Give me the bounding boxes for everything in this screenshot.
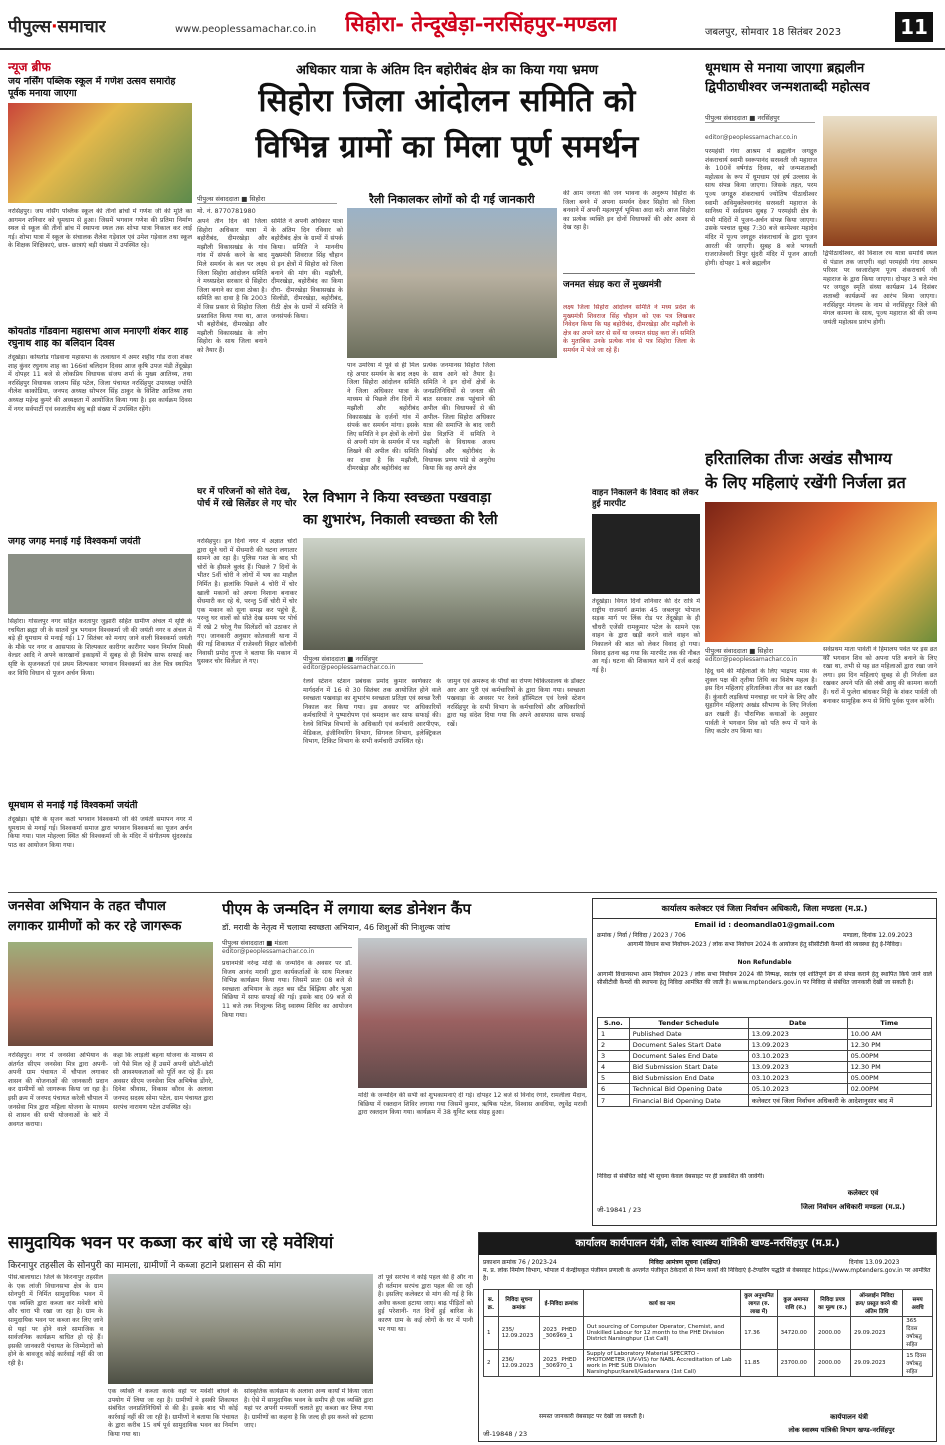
- tender2-cell: Supply of Laboratory Material SPECRTO -PHOTOMETER (UV-VIS) for NABL Accreditation of Lab work in PHE SUB Division Narsinghpur/kareli/Gadarwara (1st Call): [583, 1350, 741, 1377]
- brief-body-1: नरसिंहपुर। जय नर्सिंग पब्लिक स्कूल की तीनों ब्रांचों में गणेश जी की मूर्ति का आगमन शनिवार को धूमधाम से हुआ। जिसमें भगवान गणेश की प्रतिमा निर्माण स्थल से स्कूल की तीनों ब्रांच में स्थापना स्थल तक शोभा यात्रा निकाल कर लाई गई। शोभा यात्रा में स्कूल के संचालक शैलेश गड़ेवाल एवं उमेश गड़ेवाल तथा स्कूल के शिक्षक शिक्षिकाएं, छात्र- छात्राएं बड़ी संख्या में उपस्थित रहे।: [8, 208, 192, 250]
- tender-notice-mandla: [592, 898, 937, 1226]
- tender1-row: [598, 1051, 932, 1062]
- community-body-3: सांस्कृतिक कार्यक्रम के अलावा अन्य कार्यों में किया जाता है। ऐसे में सामुदायिक भवन के समीप ही एक व्यक्ति द्वारा यहां पर अपनी मनमर्जी चलाते हुए कब्जा कर लिया गया है। ग्रामीणों का कहना है कि जल्द ही इस कब्जे को हटाया जाए।: [244, 1388, 373, 1430]
- lead-col-5: की आम जनता की जन भावना के अनुरूप सिहोरा के जिला बनने में अपना समर्थन देकर सिहोरा को जिला बनवाने में अपनी महत्वपूर्ण भूमिका अदा करें। आज सिहोरा का प्रत्येक व्यक्ति इन दोनों विधायकों की ओर आशा से देख रहा है।: [563, 190, 695, 232]
- tender2-row: [484, 1317, 933, 1350]
- community-body-1: पीसं.बालाघाट। जिले के किरनापुर तहसील के एक लांजी विधानसभा क्षेत्र के ग्राम सोनपुरी में निर्मित सामुदायिक भवन में एक व्यक्ति द्वारा कब्जा कर मवेशी बांधे और चारा भी रखा जा रहा है। ग्राम के सामुदायिक भवन पर कब्जा कर लिए जाने से यहां पर होने वाले सामाजिक व सार्वजनिक कार्यक्रम बाधित हो रहे हैं। इसकी जानकारी पंचायत के जिम्मेदारों को होने के बावजूद कोई कार्रवाई नहीं की जा रही है।: [8, 1274, 103, 1367]
- tender1-cell: 6: [598, 1084, 630, 1095]
- tender2-header-cell: कुल अनुमानित लागत (रु. लाख में): [741, 1290, 777, 1317]
- tender1-cell: 05.00PM: [847, 1051, 931, 1062]
- lead-col-4: प्रत्येक जनमानस सिहोरा जिला के साथ आने को तैयार है। समिति ने इन दोनों क्षेत्रों के जनप्रतिनिधियों से जनता की बात सरकार तक पहुंचाने की अपील की। विधायकों से की अपील- जिला सिहोरा अधिकार यात्रा की समाप्ति के बाद जारी प्रेस विज्ञप्ति में समिति ने मझौली के विधायक अजय विश्नोई और बहोरीबंद के विधायक प्रणय पांडे से अनुरोध किया कि वह अपने क्षेत्र: [423, 362, 495, 473]
- tender1-row: [598, 1084, 932, 1095]
- chaupal-story: [8, 898, 213, 1226]
- brief-headline-3: जगह जगह मनाई गई विश्वकर्मा जयंती: [8, 536, 141, 547]
- col-date: Date: [748, 1018, 847, 1029]
- chaupal-photo: [8, 942, 213, 1046]
- swami-photo: [823, 116, 937, 246]
- brahmaleen-body-2: द्विपीठाधीश्वर, की विशाल रथ यात्रा समाधि स्थल से पंडाल तक जाएगी। वहां परमहंसी गंगा आश्रम परिसर पर ध्वजारोहण पूज्य शंकराचार्य जी महाराज के द्वारा किया जाएगा। दोपहर 3 बजे मंच पर जगद्गुरु स्मृति संध्या कार्यक्रम 14 दिसंबर शताब्दी कार्यक्रमों का आरंभ किया जाएगा। नरसिंहपुर मंगलम के नाम से नरसिंहपुर जिले की मंगल कामना के साथ, पूज्य महाराज श्री की जन्म जयंती महोत्सव प्रारंभ होगी।: [823, 250, 937, 326]
- tender2-cell: 23700.00: [777, 1350, 814, 1377]
- col-time: Time: [847, 1018, 931, 1029]
- tender2-cell: 365 दिवस वर्षाऋतु सहित: [903, 1317, 933, 1350]
- tender1-row: [598, 1073, 932, 1084]
- lead-story: [197, 58, 697, 478]
- brief-headline-4: धूमधाम से मनाई गई विश्वकर्मा जयंती: [8, 800, 138, 811]
- tender1-cell: Technical Bid Opening Date: [629, 1084, 748, 1095]
- news-brief-column: [8, 58, 192, 938]
- sidebox-headline: जनमत संग्रह करा लें मुख्यमंत्री: [563, 280, 662, 290]
- rally-photo: [347, 208, 557, 358]
- tender2-cell: 2000.00: [815, 1350, 851, 1377]
- rail-photo: [303, 538, 585, 650]
- lead-subhead: रैली निकालकर लोगों को दी गई जानकारी: [369, 193, 535, 206]
- tender1-cell: 10.00 AM: [847, 1029, 931, 1040]
- tender2-intro: म. प्र. लोक निर्माण विभाग, भोपाल में केन्द्रीयकृत पंजीयन प्रणाली के अन्तर्गत पंजीकृत ठेकेदारों से निम्न कार्यों की निविदाएं ई-टेण्डरिंग पद्धति से वेबसाइट https://www.mptenders.gov.in पर आमंत्रित है।: [483, 1267, 931, 1282]
- cattle-photo: [108, 1274, 373, 1384]
- dispute-headline: वाहन निकालने के विवाद को लेकर हुई मारपीट: [592, 488, 699, 509]
- tender2-footer: समस्त जानकारी वेबसाइट पर देखी जा सकती है।: [539, 1413, 645, 1420]
- tender1-email: Email id : deomandla01@gmail.com: [694, 921, 835, 929]
- col-schedule: Tender Schedule: [629, 1018, 748, 1029]
- rail-headline-2: का शुभारंभ, निकाली स्वच्छता की रैली: [303, 512, 498, 528]
- community-subhead: किरनापुर तहसील के सोनपुरी का मामला, ग्रामीणों ने कब्जा हटाने प्रशासन से की मांग: [8, 1261, 282, 1271]
- tender2-cell: 2023_ PHED _306970_1: [539, 1350, 583, 1377]
- tender1-cell: Bid Submission Start Date: [629, 1062, 748, 1073]
- dispute-illustration: [592, 514, 700, 594]
- blood-camp-body-2: मोदी के जन्मदिन की सभी को शुभकामनाएं दी गई। दोपहर 12 बजे से विनोद रंगारे, रामलीला मैदान, बिछिया में रक्तदान शिविर लगाया गया जिसमें कुमार, ऋषिक पटेल, विश्वास अवधिया, रघुवेंद्र मरावी द्वारा रक्तदान किया गया। कार्यक्रम में 38 यूनिट ब्लड संग्रह हुआ।: [358, 1092, 587, 1117]
- rail-body-1: रेलवे स्टेशन स्टेशन प्रबंधक प्रमोद कुमार स्वर्णकार के मार्गदर्शन में 16 से 30 सितंबर तक आयोजित होने वाले स्वच्छता पखवाड़ा का शुभारंभ स्वच्छता प्रतिज्ञा एवं स्वच्छ रैली निकाल कर किया गया। इस अवसर पर अधिकारियों कर्मचारियों ने पुष्पारोपण एवं श्रमदान कर साफ सफाई की। रेलवे विभिन्न विभागों के अधिकारी एवं कर्मचारी आरपीएफ, मेडिकल, इंजीनियरिंग विभाग, सिगनल विभाग, इलेक्ट्रिकल विभाग, टिकिट विभाग के सभी कर्मचारी उपस्थित रहे।: [303, 678, 441, 746]
- tender2-header-cell: स. क्र.: [484, 1290, 499, 1317]
- lead-byline: पीपुल्स संवाददाता ■ सिहोरा: [197, 194, 337, 204]
- teej-byline: पीपुल्स संवाददाता ■ सिहोरा: [705, 646, 830, 656]
- tender2-cell: 29.09.2023: [850, 1317, 902, 1350]
- brief-body-4: तेंदूखेड़ा। सृष्टि के सृजन कर्ता भगवान विश्वकर्मा जी की जयंती समापन नगर में धूमधाम से मनाई गई। विश्वकर्मा समाज द्वारा भगवान विश्वकर्मा का पूजन अर्चन किया गया। पाल मोहल्ला स्थित श्री विश्वकर्मा जी के मंदिर में संगीतमय सुंदरकांड पाठ का आयोजन किया गया।: [8, 816, 192, 849]
- tender1-intro: आगामी विधानसभा आम निर्वाचन 2023 / लोक सभा निर्वाचन 2024 की निष्पक्ष, स्वतंत्र एवं शांतिपूर्ण ढंग से संपन्न कराने हेतु स्थापित किये जाने वाले सीसीटीवी कैमरों की स्थापना हेतु निविदा आमंत्रित की जाती है। www.mptenders.gov.in पर निविदा से संबंधित जानकारी देखी जा सकती है।: [597, 971, 932, 986]
- tender1-sign-2: जिला निर्वाचन अधिकारी मण्डला (म.प्र.): [800, 1203, 906, 1211]
- page-number: 11: [895, 12, 933, 42]
- lead-col-2: समिति ने अपनी अधिकार यात्रा के अंतिम दिन रविवार को बहोरीबंद क्षेत्र के ग्रामों में संपर्क किया। समिति ने माननीय मुख्यमंत्री शिवराज सिंह चौहान से इन क्षेत्रों में सिहोरा को जिला बनाने की मांग की। मझौली, दीमरखेड़ा, बहोरीबंद का किया दौरा- दीमरखेड़ा विकासखंड के सिलोंडी, दीमरखेड़ा, बहोरीबंद, रीठी क्षेत्र के ग्रामों में समिति ने जनसंपर्क किया।: [271, 218, 343, 320]
- brief-body-2: तेंदूखेड़ा। कोयतोड गोंडवाना महासभा के तत्वाधान में अमर शहीद गोंड राजा शंकर शाह कुंवर रघुनाथ शाह का 166वां बलिदान दिवस आज कृषि उपज मंडी तेंदूखेड़ा में दोपहर 11 बजे से लोकप्रिय विधायक संजय शर्मा के मुख्य आतिथ्य, तथा नरसिंहपुर विधायक जालम सिंह पटेल, जिला पंचायत नरसिंहपुर उपाध्यक्ष ज्योति नीलेश काकोडिया, जनपद अध्यक्ष सोभरन सिंह ठाकुर के विशिष्ट आतिथ्य तथा अध्यक्ष महेन्द्र कुमरे की अध्यक्षता में आयोजित किया गया है। इस कार्यक्रम दिवस में नगर सर्वपार्टी एवं स्वजातीय बंधु बड़ी संख्या में उपस्थित रहेंगे।: [8, 354, 192, 413]
- tender-notice-phe: [478, 1232, 937, 1442]
- brahmaleen-story: [705, 58, 937, 458]
- tender1-cell: 5: [598, 1073, 630, 1084]
- teej-headline-1: हरितालिका तीजः अखंड सौभाग्य: [705, 449, 892, 468]
- tender1-cell: 2: [598, 1040, 630, 1051]
- tender1-cell: 12.30 PM: [847, 1062, 931, 1073]
- tender2-cell: 2000.00: [815, 1317, 851, 1350]
- tender1-cell: Financial Bid Opening Date: [629, 1095, 748, 1107]
- tender1-title: कार्यालय कलेक्टर एवं जिला निर्वाचन अधिकारी, जिला मण्डला (म.प्र.): [593, 899, 936, 919]
- teej-photo: [705, 502, 937, 642]
- community-hall-story: [8, 1232, 473, 1442]
- tender2-cell: 1: [484, 1317, 499, 1350]
- brief-headline-1: जय नर्सिंग पब्लिक स्कूल में गणेश उत्सव समारोह पूर्वक मनाया जाएगा: [8, 76, 176, 99]
- community-body-4: तो पूर्व सरपंच ने कोई पहल की है और ना ही वर्तमान सरपंच द्वारा पहल की जा रही है। इसलिए कलेक्टर से मांग की गई है कि अवैध कब्जा हटाया जाए। बाढ़ पीड़ितों को हुई परेशानी- गत दिनों हुई बारिश के कारण ग्राम के कई लोगों के घर में पानी भर गया था।: [378, 1274, 473, 1333]
- blood-camp-photo: [358, 938, 587, 1088]
- brief-headline-2: कोयतोड गोंडवाना महासभा आज मनाएगी शंकर शाह रघुनाथ शाह का बलिदान दिवस: [8, 326, 189, 349]
- teej-body-1: हिंदू धर्म की महिलाओं के लिए भाद्रपद मास के शुक्ल पक्ष की तृतीया तिथि का विशेष महत्व है। इस दिन महिलाएं हरितालिका तीज का व्रत रखती हैं। कुंवारी लड़कियां मनचाहा वर पाने के लिए और सुहागिन महिलाएं अखंड सौभाग्य के लिए निर्जला व्रत रखती हैं। पौराणिक कथाओं के अनुसार पार्वती ने भगवान शिव को पति रूप में पाने के लिए कठोर तप किया था।: [705, 668, 817, 736]
- teej-story: [705, 448, 937, 888]
- tender2-header-cell: कार्य का नाम: [583, 1290, 741, 1317]
- tender2-ref: प्रकाशन क्रमांक 76 / 2023-24: [483, 1259, 557, 1266]
- tender2-header-cell: कुल अमानत राशि (रु.): [777, 1290, 814, 1317]
- tender1-cell: 03.10.2023: [748, 1051, 847, 1062]
- lead-title-line2: विभिन्न ग्रामों का मिला पूर्ण समर्थन: [255, 129, 639, 165]
- lead-sidebox: [563, 273, 695, 478]
- tender1-ref: क्रमांक / निर्वा / निविदा / 2023 / 706: [597, 932, 686, 939]
- theft-story: [197, 486, 297, 888]
- brief-body-3: सिहोरा। गोसलपुर नगर सहित करतापुर जुझारी सहित ग्रामीण अंचल में सृष्टि के रचयिता ब्रह्मा जी के सातवें पुत्र भगवान विश्वकर्मा जी की जयंती नगर व अंचल में बड़े ही धूमधाम से मनाई गई। 17 सितंबर को मनाए जाने वाली विश्वकर्मा जयंती के मौके पर नगर व आसपास के शिल्पकार कारीगर कारीगर भवन निर्माण मिस्त्री वेल्डर आदि ने अपने कारखानों इकाइयों में सुबह से ही विशेष साफ सफाई कर सृष्टि के सृजनकर्ता एवं प्रथम शिल्पकार भगवान विश्वकर्मा का तेल चित्र स्थापित कर विधि विधान से पूजन अर्चन किया।: [8, 618, 192, 677]
- blood-camp-subhead: डॉ. मरावी के नेतृत्व में चलाया स्वच्छता अभियान, 46 शिशुओं की निःशुल्क जांच: [222, 923, 451, 932]
- tender2-cell: 17.36: [741, 1317, 777, 1350]
- tender2-code: जी-19848 / 23: [483, 1430, 528, 1438]
- tender2-cell: Out sourcing of Computer Operator, Chemist, and Unskilled Labour for 12 month to the PHE Division District Narsinghpur (1st Call): [583, 1317, 741, 1350]
- tender1-row: [598, 1095, 932, 1107]
- masthead: [0, 0, 945, 50]
- tender1-cell: 13.09.2023: [748, 1029, 847, 1040]
- tender1-cell: 05.00PM: [847, 1073, 931, 1084]
- tender1-date: मण्डला, दिनांक 12.09.2023: [843, 932, 913, 939]
- lead-mobile: मो. नं. 8770781980: [197, 207, 256, 215]
- tender2-date: दिनांक 13.09.2023: [849, 1259, 900, 1266]
- newspaper-logo: पीपुल्स·समाचार: [8, 17, 106, 37]
- lead-col-3: पान उमरिया में पूर्व से ही मिल रहे अपार समर्थन के बाद लक्ष्य जिला सिहोरा आंदोलन समिति ने जिला अधिकार यात्रा के माध्यम से पिछले तीन दिनों में मझौली और बहोरीबंद विकासखंड के दर्जनों गांव में संपर्क कर समर्थन मांगा। इसके लिए समिति ने इन क्षेत्रों के लोगों से अपनी मांग के समर्थन में पत्र लिखने की अपील की। समिति का दावा है कि मझौली, दीमरखेड़ा और बहोरीबंद का: [347, 362, 419, 473]
- tender1-footer: निविदा से संबंधित कोई भी सूचना केवल वेबसाइट पर ही प्रकाशित की जावेगी।: [597, 1173, 765, 1180]
- page-title: सिहोरा- तेन्दूखेड़ा-नरसिंहपुर-मण्डला: [345, 12, 618, 36]
- brahmaleen-body-1: परमहंसी गंगा आश्रम में ब्रह्मलीन जगद्गुरु शंकराचार्य स्वामी स्वरूपानंद सरस्वती जी महाराज के 100वें वर्षगांठ दिवस, को जन्मशताब्दी महोत्सव के रूप में धूमधाम एवं हर्ष उल्लास के साथ संपन्न किया जाएगा। जिसके तहत, परम पूज्य जगद्गुरु शंकराचार्य ज्योतिष पीठाधीश्वर स्वामी अविमुक्तेश्वरानंद सरस्वती महाराज के सानिध्य में सर्वप्रथम सुबह 7 परमहंसी क्षेत्र के सभी मंदिरों में पूजन-अर्चन संपन्न किया जाएगा। उसके पश्चात सुबह 7:30 बजे कामेश्वर महादेव मंदिर में पूज्य जगद्गुरु शंकराचार्य के द्वारा पूजन आरती की जाएगी। सुबह 8 बजे भगवती राजराजेश्वरी त्रिपुर सुंदरी मंदिर में पूजन आरती होगी। दोपहर 1 बजे ब्रह्मलीन: [705, 148, 817, 267]
- brahmaleen-email: editor@peoplessamachar.co.in: [705, 134, 798, 141]
- col-sno: S.no.: [598, 1018, 630, 1029]
- website-url: www.peoplessamachar.co.in: [175, 24, 317, 35]
- tender1-cell: 12.30 PM: [847, 1040, 931, 1051]
- chaupal-body-2: कहा कि लाड़ली बहना योजना के माध्यम से जो पैसे मिल रहे हैं उसमें अपनी छोटी-छोटी सी आवश्यकताओं को पूर्ति कर रहे हैं। इस अवसर सीएम जनसेवा मित्र अभिषेक डोंगरे, दिनेश श्रीवास, विकास कौरव के अलावा जनपद सदस्य सोमा पटेल, ग्राम पंचायत द्वारा सरपंच नारायण पटेल उपस्थित रहे।: [113, 1052, 213, 1111]
- tender2-cell: 235/ 12.09.2023: [498, 1317, 539, 1350]
- issue-date: जबलपुर, सोमवार 18 सितंबर 2023: [705, 27, 842, 38]
- brief-photo-1: [8, 103, 192, 203]
- blood-camp-body-1: प्रधानमंत्री नरेन्द्र मोदी के जन्मदिन के अवसर पर डॉ. विजय आनंद मरावी द्वारा कार्यकर्ताओं के साथ मिलकर विभिन्न कार्यक्रम किया गया। जिसमें प्रातः 08 बजे से स्वच्छता अभियान के तहत बस स्टैंड बिंझिया और भुआ बिछिया में साफ सफाई की गई। इसके बाद 09 बजे से 11 बजे तक निःशुल्क शिशु स्वास्थ्य शिविर का आयोजन किया गया।: [222, 960, 352, 1019]
- tender1-cell: 7: [598, 1095, 630, 1107]
- chaupal-headline-2: लगाकर ग्रामीणों को कर रहे जागरूक: [8, 919, 182, 934]
- tender1-cell: 02.00PM: [847, 1084, 931, 1095]
- teej-headline-2: के लिए महिलाएं रखेंगी निर्जला व्रत: [705, 473, 906, 492]
- blood-camp-byline: पीपुल्स संवाददाता ■ मंडला: [222, 938, 352, 948]
- tender1-cell: Document Sales End Date: [629, 1051, 748, 1062]
- sidebox-body: लक्ष्य जिला सिहोरा आंदोलन समिति ने मध्य प्रदेश के मुख्यमंत्री शिवराज सिंह चौहान को एक पत्र लिखकर निवेदन किया कि यह बहोरीबंद, दीमरखेड़ा और मझौली के क्षेत्र का अपने स्तर से सर्वे या जनमत संग्रह करा लें। समिति के मुताबिक उनके प्रत्येक गांव से पत्र सिहोरा जिला के समर्थन में भेजे जा रहे हैं।: [563, 304, 695, 354]
- tender1-cell: 05.10.2023: [748, 1084, 847, 1095]
- community-headline: सामुदायिक भवन पर कब्जा कर बांधे जा रहे मवेशियां: [8, 1233, 334, 1253]
- lead-title-line1: सिहोरा जिला आंदोलन समिति को: [258, 83, 636, 119]
- tender2-table: [483, 1289, 933, 1377]
- tender1-cell: 13.09.2023: [748, 1040, 847, 1051]
- tender2-header-cell: समय अवधि: [903, 1290, 933, 1317]
- tender1-cell: 13.09.2023: [748, 1062, 847, 1073]
- blood-camp-email: editor@peoplessamachar.co.in: [222, 948, 315, 955]
- tender1-cell: कलेक्टर एवं जिला निर्वाचन अधिकारी के आदेशानुसार बाद में: [748, 1095, 931, 1107]
- tender1-nonrefundable: Non Refundable: [737, 959, 792, 966]
- tender1-code: जी-19841 / 23: [597, 1206, 642, 1214]
- tender2-header-cell: ई-निविदा क्रमांक: [539, 1290, 583, 1317]
- theft-body: नरसिंहपुर। इन दिनों नगर में अज्ञात चोरों द्वारा सूने घरों में सेंधमारी की घटना लगातार सामने आ रहा है। पुलिस गश्त के बाद भी चोरों के हौसले बुलंद हैं। पिछले 7 दिनों के भीतर 5वीं चोरी ने लोगों में भय का माहौल निर्मित है। हालांकि पिछले 4 चोरी में चोर खाली मकानों को अपना निशाना बनाकर सेंधमारी कर रहे थे, परन्तु 5वीं चोरी में चोर एक मकान को सूना समझ कर पहुंचे हैं, परन्तु घर वालों को सोते देख समय पर पोर्च में रखे 2 घरेलू गैस सिलेंडरों को उठाकर ले गए। जानकारी अनुसार कोतवाली थाना में की गई शिकायत में राजेश्वरी विहार कॉलोनी निवासी प्रमोद गुप्ता ने बताया कि मकान में घुसकर चोर सिलेंडर ले गए।: [197, 538, 297, 666]
- tender2-cell: 34720.00: [777, 1317, 814, 1350]
- tender2-header-cell: ऑनलाईन निविदा क्रय/ प्रस्तुत करने की अंतिम तिथि: [850, 1290, 902, 1317]
- tender1-cell: 1: [598, 1029, 630, 1040]
- dispute-body: तेंदूखेड़ा। विगत दिनों शनिवार की देर रात्रि में राष्ट्रीय राजमार्ग क्रमांक 45 जबलपुर भोपाल सड़क मार्ग पर लिंक रोड पर तेंदूखेड़ा के ही चौधरी एजेंसी रामकुमार पटेल के सामने एक वाहन के द्वारा खड़ी करने वाले वाहन को निकालने की बात को लेकर विवाद हो गया। विवाद इतना बढ़ गया कि मारपीट तक की नौबत आ गई। घटना की शिकायत थाने में दर्ज कराई गई है।: [592, 598, 700, 674]
- brahmaleen-byline: पीपुल्स संवाददाता ■ नरसिंहपुर: [705, 113, 815, 123]
- lead-kicker: अधिकार यात्रा के अंतिम दिन बहोरीबंद क्षेत्र का किया गया भ्रमण: [296, 63, 598, 78]
- blood-camp-headline: पीएम के जन्मदिन में लगाया ब्लड डोनेशन कैंप: [222, 900, 472, 918]
- teej-body-2: सर्वप्रथम माता पार्वती ने हिमालय पर्वत पर इस व्रत को भगवान शिव को अपना पति बनाने के लिए रखा था, तभी से यह व्रत महिलाओं द्वारा रखा जाने लगा। इस दिन महिलाएं सुबह से ही निर्जला व्रत रखकर अपने पति की लंबी आयु की कामना करती हैं। घरों में फुलेरा बांधकर मिट्टी के शंकर पार्वती जी बनाकर सामूहिक रूप से विधि पूर्वक पूजन करेंगी।: [823, 646, 937, 705]
- rail-byline: पीपुल्स संवाददाता ■ नरसिंहपुर: [303, 654, 423, 664]
- news-brief-label: न्यूज ब्रीफ: [8, 60, 51, 74]
- tender1-row: [598, 1040, 932, 1051]
- chaupal-headline-1: जनसेवा अभियान के तहत चौपाल: [8, 899, 166, 914]
- rail-email: editor@peoplessamachar.co.in: [303, 664, 396, 671]
- blood-camp-story: [222, 898, 587, 1226]
- tender2-title: कार्यालय कार्यपालन यंत्री, लोक स्वास्थ्य यांत्रिकी खण्ड-नरसिंहपुर (म.प्र.): [479, 1233, 936, 1255]
- tender1-cell: Bid Submission End Date: [629, 1073, 748, 1084]
- tender2-cell: 2023_ PHED _306969_1: [539, 1317, 583, 1350]
- community-body-2: एक व्यक्ति ने कब्जा करके वहां पर मवेशी बांधने के उपयोग में लिया जा रहा है। ग्रामीणों ने इसकी शिकायत संबंधित जनप्रतिनिधियों से की है। इसके बाद भी कोई कार्रवाई नहीं की जा रही है। ग्रामीणों ने बताया कि पंचायत के द्वारा करीब 15 वर्ष पूर्व सामुदायिक भवन का निर्माण किया गया था।: [108, 1388, 238, 1438]
- tender1-row: [598, 1062, 932, 1073]
- tender2-cell: 11.85: [741, 1350, 777, 1377]
- tender2-cell: 236/ 12.09.2023: [498, 1350, 539, 1377]
- rail-headline-1: रेल विभाग ने किया स्वच्छता पखवाड़ा: [303, 490, 491, 506]
- tender2-cell: 2: [484, 1350, 499, 1377]
- brahmaleen-headline-1: धूमधाम से मनाया जाएगा ब्रह्मलीन: [705, 61, 865, 76]
- tender2-sign-2: लोक स्वास्थ्य यांत्रिकी विभाग खण्ड-नरसिंहपुर: [788, 1426, 895, 1434]
- tender1-sign-1: कलेक्टर एवं: [847, 1189, 879, 1197]
- tender2-cell: 29.09.2023: [850, 1350, 902, 1377]
- rail-story: [303, 486, 585, 888]
- tender2-header-cell: निविदा प्रपत्र का मूल्य (रु.): [815, 1290, 851, 1317]
- brahmaleen-headline-2: द्विपीठाधीश्वर जन्मशताब्दी महोत्सव: [705, 80, 870, 95]
- tender2-kind: निविदा आमंत्रण सूचना (संक्षिप्त): [649, 1259, 721, 1266]
- tender1-cell: Document Sales Start Date: [629, 1040, 748, 1051]
- tender2-sign-1: कार्यपालन यंत्री: [830, 1413, 868, 1421]
- tender1-cell: 4: [598, 1062, 630, 1073]
- teej-email: editor@peoplessamachar.co.in: [705, 656, 798, 663]
- rail-body-2: जामुन एवं अमरूद के पौधों का रोपण चिकित्सालय के डॉक्टर आर आर पुरी एवं कर्मचारियों के द्वारा किया गया। स्वच्छता पखवाड़ा के अवसर पर रेलवे हॉस्पिटल एवं रेलवे स्टेशन नरसिंहपुर के सभी विभाग के कर्मचारियों और अधिकारियों द्वारा यह संदेश दिया गया कि अपने आसपास साफ सफाई रखें।: [447, 678, 585, 728]
- tender2-header-cell: निविदा सूचना क्रमांक: [498, 1290, 539, 1317]
- brief-photo-3: [8, 554, 192, 614]
- tender1-cell: Published Date: [629, 1029, 748, 1040]
- theft-headline: घर में परिजनों को सोते देख, पोर्च में रखे सिलेंडर ले गए चोर: [197, 487, 297, 509]
- dispute-story: [592, 486, 700, 888]
- tender1-schedule-table: [597, 1017, 932, 1107]
- lead-col-1: अपने तीन दिन की जिला सिहोरा अधिकार यात्रा में बहोरीबंद, दीमरखेड़ा और मझौली विकासखंड के गांव गांव में संपर्क करने के बाद मिले समर्थन के बल पर लक्ष्य जिला सिहोरा आंदोलन समिति ने मध्यप्रदेश सरकार से सिहोरा जिला बनाने का दावा ठोका है। समिति का दावा है कि 2003 में जिस प्रकार से सिहोरा जिला प्रस्तावित किया गया था, आज भी बहोरीबंद, दीमरखेड़ा और मझौली विकासखंड के लोग सिहोरा के साथ जिला बनाने को तैयार हैं।: [197, 218, 267, 354]
- section-divider: [8, 892, 937, 893]
- tender1-cell: 03.10.2023: [748, 1073, 847, 1084]
- tender1-row: [598, 1029, 932, 1040]
- tender1-cell: 3: [598, 1051, 630, 1062]
- chaupal-body-1: नरसिंहपुर। नगर में जनसेवा अभियान के अंतर्गत सीएम जनसेवा मित्र द्वारा अपनी-अपनी ग्राम पंचायत में चौपाल लगाकर शासन की योजनाओं की जानकारी प्रदान कर ग्रामीणों को जागरूक किया जा रहा है। इसी क्रम में जनपद पंचायत करेली चौपाल में जनसेवा मित्र द्वारा महिला योजना के माध्यम से शासन की सभी योजनाओं के बारे में अवगत कराया।: [8, 1052, 108, 1128]
- tender1-subject: आगामी विधान सभा निर्वाचन-2023 / लोक सभा निर्वाचन 2024 के आयोजन हेतु सीसीटीवी कैमरों की व्यवस्था हेतु ई-निविदा।: [627, 941, 902, 948]
- tender2-row: [484, 1350, 933, 1377]
- tender2-cell: 15 दिवस वर्षाऋतु सहित: [903, 1350, 933, 1377]
